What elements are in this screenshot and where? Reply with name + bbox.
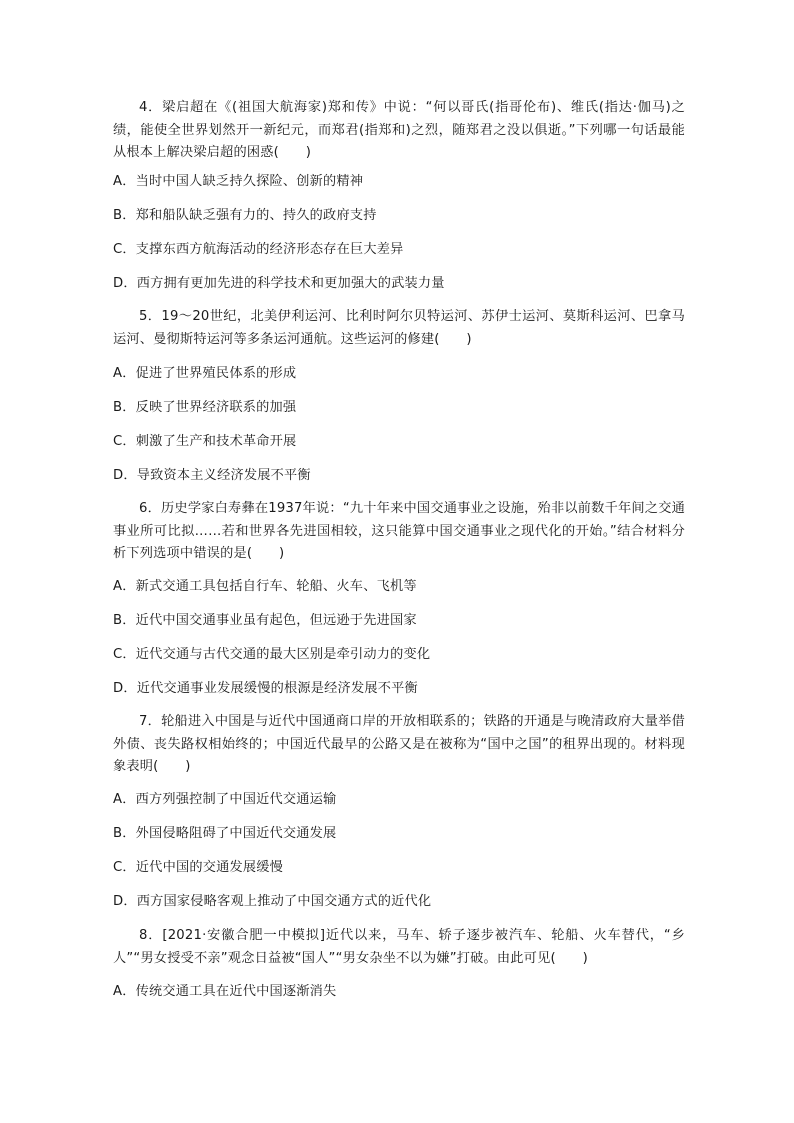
question-8-stem: 8．[2021·安徽合肥一中模拟]近代以来，马车、轿子逐步被汽车、轮船、火车替代，“乡人”“男女授受不亲”观念日益被“国人”“男女杂坐不以为嫌”打破。由此可见( ) <box>113 928 685 966</box>
question-4-option-a: A．当时中国人缺乏持久探险、创新的精神 <box>113 174 364 189</box>
question-6-option-c: C．近代交通与古代交通的最大区别是牵引动力的变化 <box>113 647 431 662</box>
question-5-option-b: B．反映了世界经济联系的加强 <box>113 400 297 415</box>
question-6-option-d: D．近代交通事业发展缓慢的根源是经济发展不平衡 <box>113 681 418 696</box>
question-7-option-c: C．近代中国的交通发展缓慢 <box>113 860 284 875</box>
question-6-option-a: A．新式交通工具包括自行车、轮船、火车、飞机等 <box>113 579 417 594</box>
question-5-option-a: A．促进了世界殖民体系的形成 <box>113 366 297 381</box>
question-7-option-b: B．外国侵略阻碍了中国近代交通发展 <box>113 826 337 841</box>
question-5-stem: 5．19～20世纪，北美伊利运河、比利时阿尔贝特运河、苏伊士运河、莫斯科运河、巴拿马运河、曼彻斯特运河等多条运河通航。这些运河的修建( ) <box>113 309 685 347</box>
question-6-option-b: B．近代中国交通事业虽有起色，但远逊于先进国家 <box>113 613 417 628</box>
question-8-option-a: A．传统交通工具在近代中国逐渐消失 <box>113 984 337 999</box>
question-4-option-b: B．郑和船队缺乏强有力的、持久的政府支持 <box>113 208 377 223</box>
question-5-option-c: C．刺激了生产和技术革命开展 <box>113 434 297 449</box>
question-7-option-a: A．西方列强控制了中国近代交通运输 <box>113 792 337 807</box>
question-6-stem: 6．历史学家白寿彝在1937年说：“九十年来中国交通事业之设施，殆非以前数千年间之交通事业所可比拟……若和世界各先进国相较，这只能算中国交通事业之现代化的开始。”结合材料分析下列选项中错误的是( ) <box>113 501 685 561</box>
question-4-option-c: C．支撑东西方航海活动的经济形态存在巨大差异 <box>113 242 404 257</box>
question-7-option-d: D．西方国家侵略客观上推动了中国交通方式的近代化 <box>113 894 432 909</box>
question-4-stem: 4．梁启超在《(祖国大航海家)郑和传》中说：“何以哥氏(指哥伦布)、维氏(指达·伽马)之绩，能使全世界划然开一新纪元，而郑君(指郑和)之烈，随郑君之没以俱逝。”下列哪一句话最能从根本上解决梁启超的困惑( ) <box>113 100 685 160</box>
question-7-stem: 7．轮船进入中国是与近代中国通商口岸的开放相联系的；铁路的开通是与晚清政府大量举借外债、丧失路权相始终的；中国近代最早的公路又是在被称为“国中之国”的租界出现的。材料现象表明( ) <box>113 714 685 774</box>
question-4-option-d: D．西方拥有更加先进的科学技术和更加强大的武装力量 <box>113 276 445 291</box>
question-5-option-d: D．导致资本主义经济发展不平衡 <box>113 468 311 483</box>
